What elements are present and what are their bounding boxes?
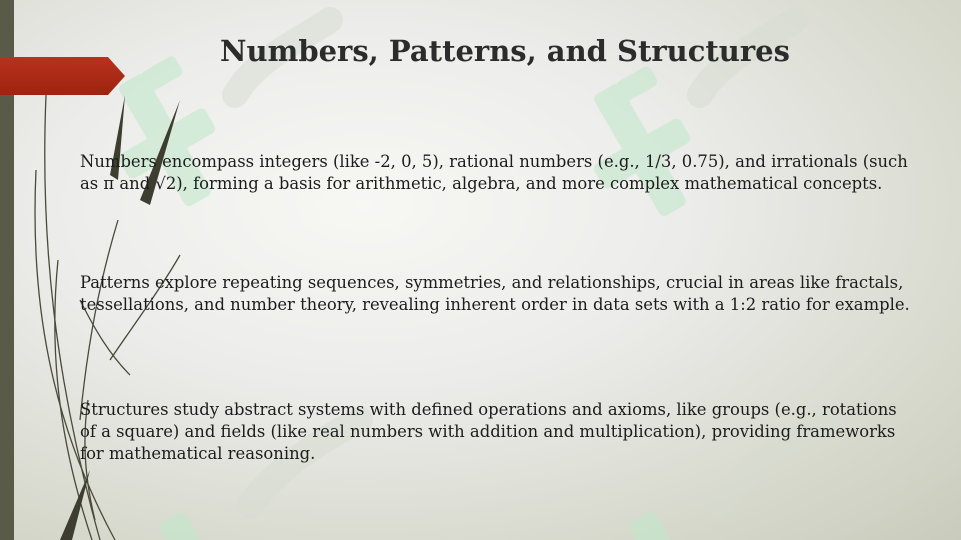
patterns-paragraph: Patterns explore repeating sequences, symmetries, and relationships, crucial in areas like fractals, tessellations, and number theory, revealing inherent order in data sets with a 1:2 ratio for example. [80,273,910,314]
slide-title: Numbers, Patterns, and Structures [220,34,790,68]
structures-paragraph: Structures study abstract systems with defined operations and axioms, like groups (e.g., rotations of a square) and fields (like real numbers with addition and multiplication), providing frameworks for mathematical reasoning. [80,400,897,463]
numbers-paragraph: Numbers encompass integers (like -2, 0, 5), rational numbers (e.g., 1/3, 0.75), and irrationals (such as π and √2), forming a basis for arithmetic, algebra, and more complex mathematical concepts. [80,152,908,193]
